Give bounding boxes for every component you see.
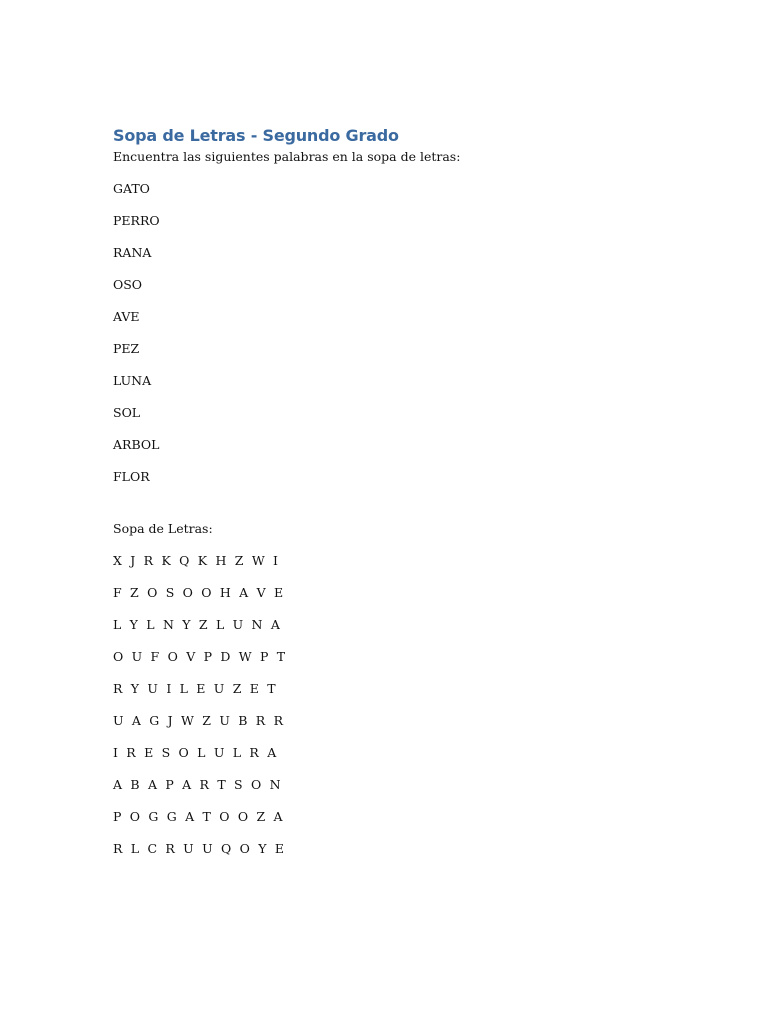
grid-row: F Z O S O O H A V E bbox=[113, 585, 286, 600]
grid-row: R Y U I L E U Z E T bbox=[113, 681, 278, 696]
word-item: PERRO bbox=[113, 213, 160, 228]
word-item: LUNA bbox=[113, 373, 152, 388]
word-item: RANA bbox=[113, 245, 152, 260]
grid-row: O U F O V P D W P T bbox=[113, 649, 288, 664]
letter-grid bbox=[113, 550, 768, 870]
grid-row: L Y L N Y Z L U N A bbox=[113, 617, 283, 632]
instructions-text: Encuentra las siguientes palabras en la sopa de letras: bbox=[113, 149, 461, 164]
word-list bbox=[113, 178, 768, 498]
grid-row: P O G G A T O O Z A bbox=[113, 809, 285, 824]
grid-row: I R E S O L U L R A bbox=[113, 745, 279, 760]
word-item: OSO bbox=[113, 277, 143, 292]
grid-row: U A G J W Z U B R R bbox=[113, 713, 286, 728]
grid-row: A B A P A R T S O N bbox=[113, 777, 283, 792]
document-title: Sopa de Letras - Segundo Grado bbox=[113, 126, 399, 145]
word-item: ARBOL bbox=[113, 437, 160, 452]
grid-row: X J R K Q K H Z W I bbox=[113, 553, 281, 568]
word-item: PEZ bbox=[113, 341, 140, 356]
grid-label: Sopa de Letras: bbox=[113, 521, 213, 536]
word-item: AVE bbox=[113, 309, 140, 324]
word-item: SOL bbox=[113, 405, 141, 420]
word-item: FLOR bbox=[113, 469, 150, 484]
word-item: GATO bbox=[113, 181, 150, 196]
grid-row: R L C R U U Q O Y E bbox=[113, 841, 287, 856]
